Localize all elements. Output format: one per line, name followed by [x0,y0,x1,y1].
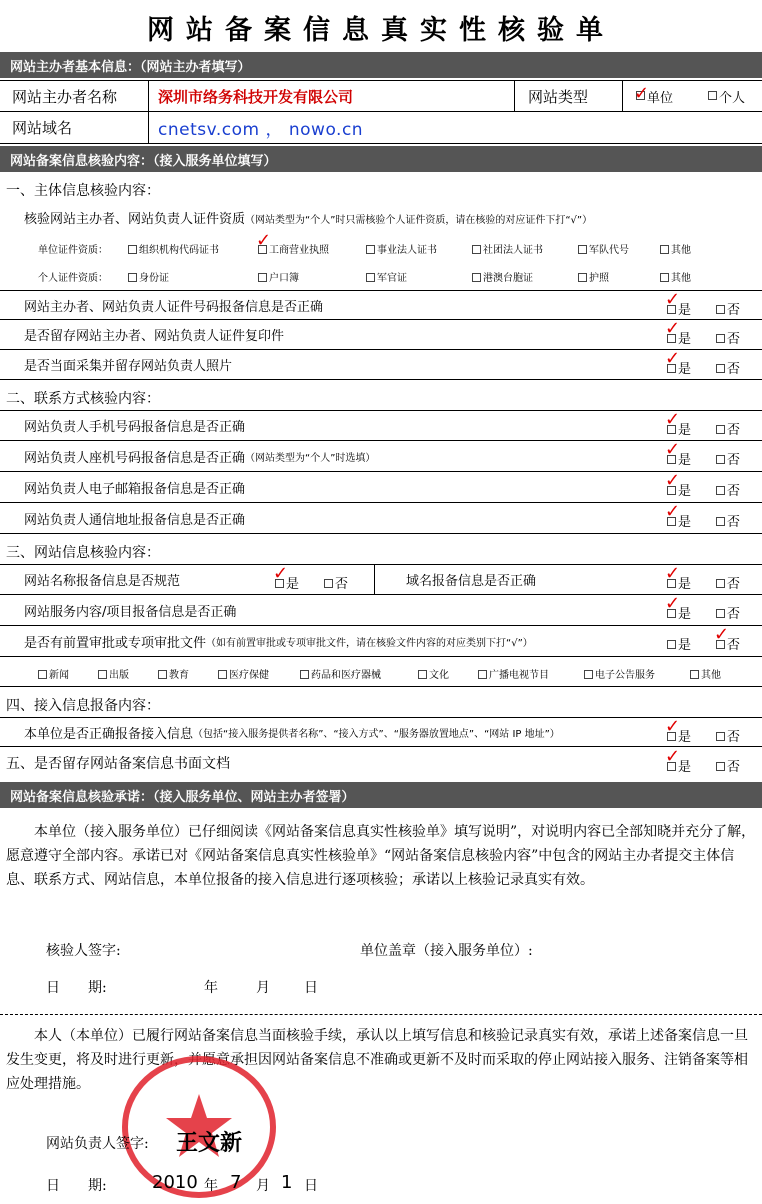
s3-q1-text: 网站名称报备信息是否规范 [24,574,181,589]
s1-q3-check-icon: ✓ [665,348,681,369]
s3-q3-yes[interactable]: 是 [667,634,691,653]
verify-header: 网站备案信息核验内容：（接入服务单位填写） [0,146,762,172]
date-label: 日 期: [46,980,107,996]
date2-year-value: 2010 [152,1172,198,1193]
s2-q2-row [0,441,762,472]
owner-label: 网站主办者名称 [12,87,118,106]
cut-line [0,1014,762,1015]
promise-header: 网站备案信息核验承诺：（接入服务单位、网站主办者签署） [0,782,762,808]
s1-q1-row [0,290,762,320]
s2-q3-row [0,472,762,503]
s1-q0: 核验网站主办者、网站负责人证件资质（网站类型为“个人”时只需核验个人证件资质，请在核验的对应证件下打“√”） [24,212,593,227]
personal-doc-2[interactable]: 军官证 [366,269,407,284]
s3-q2-yes[interactable]: 是 [667,603,691,622]
s2-q4-yes[interactable]: 是 [667,511,691,530]
domain-value: cnetsv.com ， nowo.cn [158,120,364,140]
promise-paragraph-2: 本人（本单位）已履行网站备案信息当面核验手续，承认以上填写信息和核验记录真实有效，承诺上述备案信息一旦发生变更，将及时进行更新，并愿意承担因网站备案信息不准确或更新不及时而采取的停止网站接入服务、注销备案等相应处理措施。 [6,1028,748,1092]
s3-q1b-no[interactable]: 否 [716,573,740,592]
s2-q4-no[interactable]: 否 [716,511,740,530]
s2-q2-text: 网站负责人座机号码报备信息是否正确 （网站类型为“个人”时选填） [24,450,376,466]
page-title: 网站备案信息真实性核验单 [147,15,615,46]
s4-q1-yes[interactable]: 是 [667,726,691,745]
s3-q2-row [0,595,762,626]
s2-q3-check-icon: ✓ [665,470,681,491]
basic-info-header: 网站主办者基本信息：（网站主办者填写） [0,52,762,78]
s2-q2-no[interactable]: 否 [716,449,740,468]
approval-2[interactable]: 教育 [158,666,189,681]
s2-q4-row [0,503,762,534]
domain-row [0,112,762,144]
owner-sign-label: 网站负责人签字: [46,1136,149,1152]
s2-q1-yes[interactable]: 是 [667,419,691,438]
personal-doc-1[interactable]: 户口簿 [258,269,299,284]
s3-q1b-check-icon: ✓ [665,563,681,584]
s5-yes[interactable]: 是 [667,756,691,775]
unit-doc-4[interactable]: 军队代号 [578,241,629,256]
unit-doc-0[interactable]: 组织机构代码证书 [128,241,219,256]
s1-q2-check-icon: ✓ [665,318,681,339]
personal-docs-label: 个人证件资质： [38,273,108,284]
s3-q3-no[interactable]: 否 [716,634,740,653]
s1-q2-row [0,320,762,350]
s2-q1-check-icon: ✓ [665,409,681,430]
s2-q4-text: 网站负责人通信地址报备信息是否正确 [24,512,246,528]
type-unit-option[interactable]: 单位 [636,81,673,111]
personal-doc-3[interactable]: 港澳台胞证 [472,269,533,284]
s3-q1b-text: 域名报备信息是否正确 [406,574,537,589]
date2-day-value: 1 [281,1172,293,1193]
s4-q1-check-icon: ✓ [665,716,681,737]
approval-3[interactable]: 医疗保健 [218,666,269,681]
s2-q2-check-icon: ✓ [665,439,681,460]
date2-year: 年 [204,1178,218,1194]
s5-row [0,748,762,778]
date2-day: 日 [304,1178,318,1194]
s1-q3-text: 是否当面采集并留存网站负责人照片 [24,359,233,374]
s1-q1-text: 网站主办者、网站负责人证件号码报备信息是否正确 [24,299,324,315]
s1-q3-yes[interactable]: 是 [667,358,691,377]
s2-q1-text: 网站负责人手机号码报备信息是否正确 [24,420,246,435]
s5-no[interactable]: 否 [716,756,740,775]
s4-q1-no[interactable]: 否 [716,726,740,745]
unit-doc-1[interactable]: 工商营业执照 [258,241,329,256]
date-year: 年 [204,980,218,996]
type-label: 网站类型 [528,87,589,106]
section4-title: 四、接入信息报备内容： [6,698,160,714]
approval-6[interactable]: 广播电视节目 [478,666,549,681]
personal-doc-4[interactable]: 护照 [578,269,609,284]
s1-q1-check-icon: ✓ [665,289,681,310]
s3-q1b-yes[interactable]: 是 [667,573,691,592]
verifier-signature-label: 核验人签字: [46,943,121,959]
date-month: 月 [256,980,270,996]
s1-q1-no[interactable]: 否 [716,299,740,318]
section1-title: 一、主体信息核验内容： [6,183,160,199]
s3-q1-no[interactable]: 否 [324,573,348,592]
s3-q1-row [0,564,762,595]
s2-q1-row [0,410,762,441]
date-day: 日 [304,980,318,996]
promise-paragraph-1: 本单位（接入服务单位）已仔细阅读《网站备案信息真实性核验单》填写说明”，对说明内容已全部知晓并充分了解，愿意遵守全部内容。承诺已对《网站备案信息真实性核验单》“网站备案信息核验内容”中包含的网站主办者提交主体信息、联系方式、网站信息，本单位报备的接入信息进行逐项核验；承诺以上核验记录真实有效。 [6,824,756,888]
date2-label: 日 期: [46,1178,107,1194]
s3-q2-no[interactable]: 否 [716,603,740,622]
unit-doc-2[interactable]: 事业法人证书 [366,241,437,256]
s5-check-icon: ✓ [665,746,681,767]
s1-q2-no[interactable]: 否 [716,328,740,347]
personal-doc-0[interactable]: 身份证 [128,269,169,284]
unit-docs-label: 单位证件资质： [38,245,108,256]
s3-q3-row [0,626,762,657]
approval-1[interactable]: 出版 [98,666,129,681]
approval-7[interactable]: 电子公告服务 [584,666,655,681]
section3-title: 三、网站信息核验内容： [6,545,160,561]
type-unit-check-icon: ✓ [634,83,650,104]
unit-doc-3[interactable]: 社团法人证书 [472,241,543,256]
s2-q3-text: 网站负责人电子邮箱报备信息是否正确 [24,481,246,497]
type-personal-option[interactable]: 个人 [708,81,745,111]
s2-q2-yes[interactable]: 是 [667,449,691,468]
s2-q4-check-icon: ✓ [665,501,681,522]
owner-signature: 王文新 [176,1130,243,1156]
date2-month-value: 7 [230,1172,242,1193]
section5-title: 五、是否留存网站备案信息书面文档 [6,756,230,772]
approval-0[interactable]: 新闻 [38,666,69,681]
s4-q1-row [0,717,762,747]
s1-q3-row [0,350,762,380]
s1-q3-no[interactable]: 否 [716,358,740,377]
approval-4[interactable]: 药品和医疗器械 [300,666,381,681]
s2-q3-yes[interactable]: 是 [667,480,691,499]
s3-q1-yes[interactable]: 是 [275,573,299,592]
s3-q2-text: 网站服务内容/项目报备信息是否正确 [24,604,237,620]
owner-row [0,80,762,112]
approvals-row [0,657,762,687]
s3-q1-check-icon: ✓ [273,563,289,584]
domain-label: 网站域名 [12,119,73,137]
s1-q1-yes[interactable]: 是 [667,299,691,318]
owner-value: 深圳市络务科技开发有限公司 [158,87,354,106]
s1-q2-yes[interactable]: 是 [667,328,691,347]
s3-q3-text: 是否有前置审批或专项审批文件 （如有前置审批或专项审批文件，请在核验文件内容的对应类别下打“√”） [24,635,533,651]
approval-8[interactable]: 其他 [690,666,721,681]
unit-doc-1-check-icon: ✓ [256,230,272,251]
s4-q1-text: 本单位是否正确报备接入信息 （包括“接入服务提供者名称”、“接入方式”、“服务器放置地点”、“网站 IP 地址”） [24,726,560,742]
s1-q2-text: 是否留存网站主办者、网站负责人证件复印件 [24,329,285,344]
section2-title: 二、联系方式核验内容： [6,391,160,407]
s2-q3-no[interactable]: 否 [716,480,740,499]
s3-q2-check-icon: ✓ [665,593,681,614]
personal-doc-5[interactable]: 其他 [660,269,691,284]
unit-doc-5[interactable]: 其他 [660,241,691,256]
date2-month: 月 [256,1178,270,1194]
s3-q3-no-check-icon: ✓ [714,624,730,645]
approval-5[interactable]: 文化 [418,666,449,681]
seal-label: 单位盖章（接入服务单位）: [360,943,533,959]
s2-q1-no[interactable]: 否 [716,419,740,438]
